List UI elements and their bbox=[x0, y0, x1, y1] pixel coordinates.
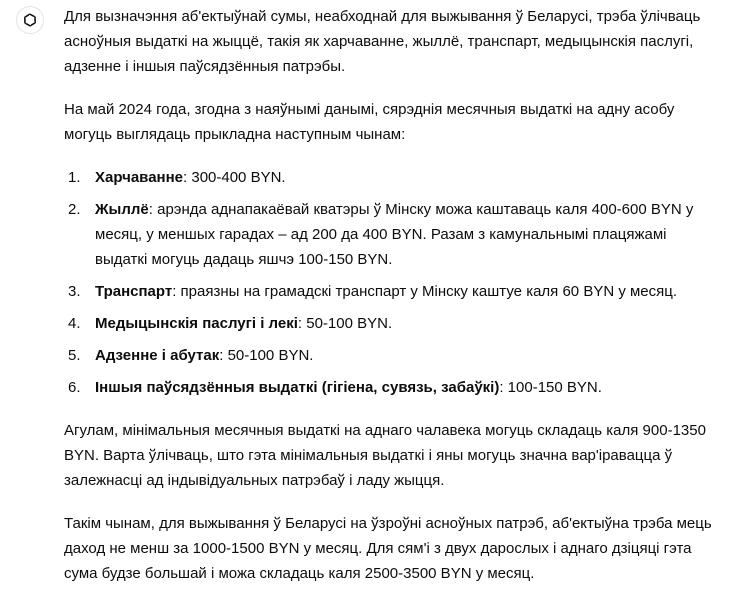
assistant-avatar bbox=[16, 6, 44, 34]
list-item-text: : праязны на грамадскі транспарт у Мінску каштуе каля 60 BYN у месяц. bbox=[172, 283, 678, 300]
list-item-title: Іншыя паўсядзённыя выдаткі (гігіена, сувязь, забаўкі) bbox=[95, 379, 500, 396]
assistant-message bbox=[64, 4, 716, 604]
list-item-text: : арэнда аднапакаёвай кватэры ў Мінску можа каштаваць каля 400-600 BYN у месяц, у меншых гарадах – ад 200 да 400 BYN. Разам з камунальнымі плацяжамі выдаткі могуць дадаць яшчэ 100-150 BYN. bbox=[95, 201, 694, 268]
list-item-number: 3. bbox=[68, 283, 81, 300]
list-item-number: 6. bbox=[68, 379, 81, 396]
list-item-text: : 300-400 BYN. bbox=[183, 169, 286, 186]
summary-paragraph: Агулам, мінімальныя месячныя выдаткі на аднаго чалавека могуць складаць каля 900-1350 BYN. Варта ўлічваць, што гэта мінімальныя выдаткі і яны могуць значна вар'іравацца ў залежнасці ад індывідуальных патрэбаў і ладу жыцця. bbox=[64, 422, 706, 489]
list-item-text: : 100-150 BYN. bbox=[499, 379, 602, 396]
openai-logo-icon bbox=[21, 11, 39, 29]
context-paragraph: На май 2024 года, згодна з наяўнымі данымі, сярэднія месячныя выдаткі на адну асобу могуць выглядаць прыкладна наступным чынам: bbox=[64, 101, 675, 143]
conclusion-paragraph: Такім чынам, для выжывання ў Беларусі на ўзроўні асноўных патрэб, аб'ектыўна трэба мець даход не менш за 1000-1500 BYN у месяц. Для сям'і з двух дарослых і аднаго дзіцяці гэта сума будзе большай і можа складаць каля 2500-3500 BYN у месяц. bbox=[64, 515, 712, 582]
list-item bbox=[64, 165, 716, 190]
list-item-title: Медыцынскія паслугі і лекі bbox=[95, 315, 298, 332]
list-item-text: : 50-100 BYN. bbox=[297, 315, 393, 332]
list-item bbox=[64, 197, 716, 272]
list-item bbox=[64, 279, 716, 304]
list-item bbox=[64, 311, 716, 336]
list-item-title: Жыллё bbox=[95, 201, 149, 218]
list-item bbox=[64, 343, 716, 368]
list-item-text: : 50-100 BYN. bbox=[219, 347, 314, 364]
list-item-number: 2. bbox=[68, 201, 81, 218]
intro-paragraph: Для вызначэння аб'ектыўнай сумы, неабходнай для выжывання ў Беларусі, трэба ўлічваць асноўныя выдаткі на жыццё, такія як харчаванне, жыллё, транспарт, медыцынскія паслугі, адзенне і іншыя паўсядзённыя патрэбы. bbox=[64, 8, 701, 75]
list-item-number: 1. bbox=[68, 169, 81, 186]
list-item bbox=[64, 375, 716, 400]
list-item-number: 5. bbox=[68, 347, 81, 364]
expense-list bbox=[64, 165, 716, 400]
list-item-title: Транспарт bbox=[95, 283, 173, 300]
list-item-number: 4. bbox=[68, 315, 81, 332]
list-item-title: Харчаванне bbox=[95, 169, 184, 186]
list-item-title: Адзенне і абутак bbox=[95, 347, 220, 364]
